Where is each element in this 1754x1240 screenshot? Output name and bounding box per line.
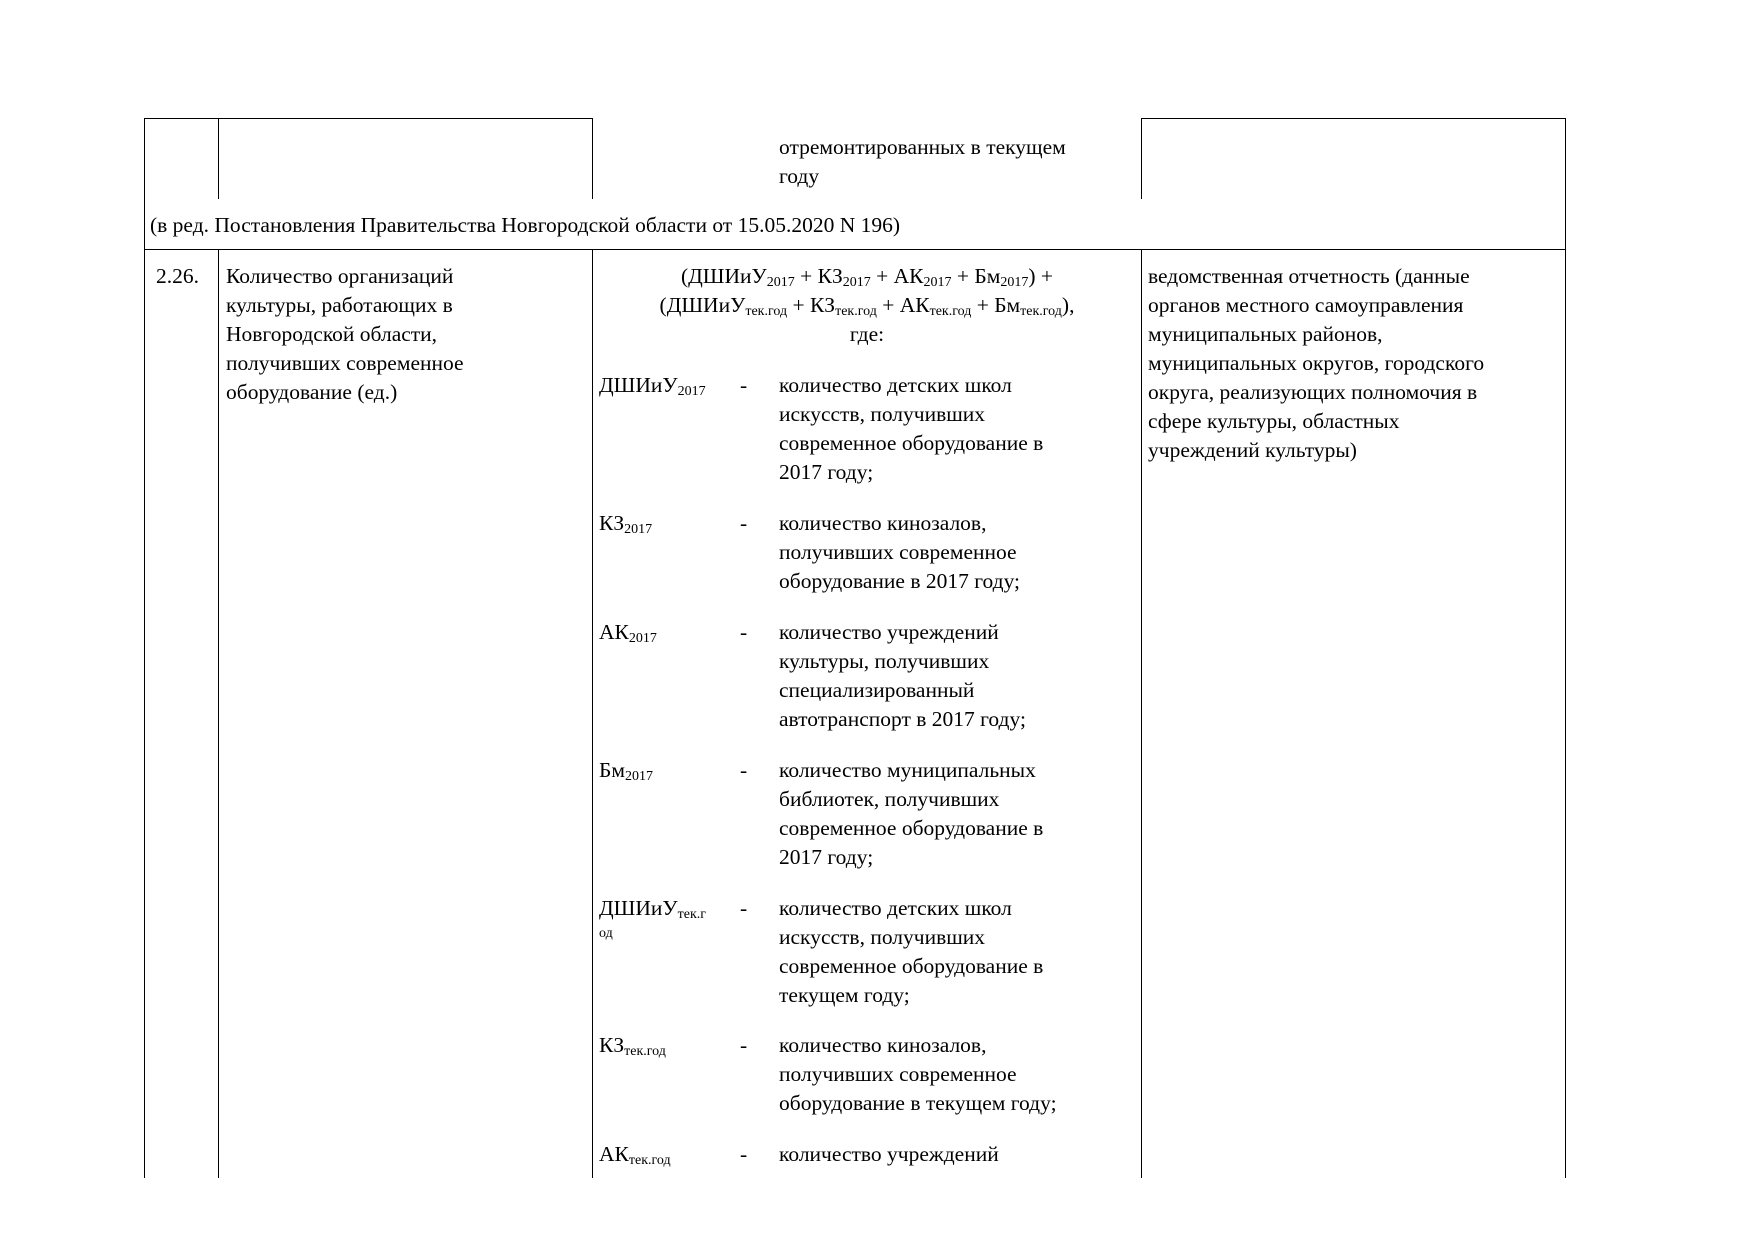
formula-line-2 — [596, 291, 1138, 320]
formula-term: (ДШИиУ — [680, 264, 767, 288]
text-line: 2017 году; — [779, 845, 874, 869]
variable-description — [779, 1140, 999, 1169]
text-line: текущем году; — [779, 983, 910, 1007]
text-line: оборудование в текущем году; — [779, 1091, 1057, 1115]
subscript: тек.год — [1020, 304, 1062, 319]
dash: - — [740, 758, 748, 782]
text-line: автотранспорт в 2017 году; — [779, 707, 1026, 731]
variable-name — [599, 371, 706, 400]
formula-term: ) + — [1028, 264, 1054, 288]
subscript: тек.год — [745, 304, 788, 319]
formula — [596, 262, 1138, 349]
text-line: культуры, работающих в — [226, 293, 453, 317]
subscript: 2017 — [923, 275, 952, 290]
text-line: учреждений культуры) — [1148, 438, 1357, 462]
text-line: году — [779, 164, 820, 188]
data-source — [1148, 262, 1484, 465]
subscript: 2017 — [1000, 275, 1029, 290]
subscript: 2017 — [628, 631, 657, 646]
formula-line-1 — [596, 262, 1138, 291]
variable-description — [779, 618, 1026, 734]
formula-where: где: — [849, 322, 885, 346]
text-line: 2017 году; — [779, 460, 874, 484]
dash: - — [740, 1142, 748, 1166]
text-line: культуры, получивших — [779, 649, 990, 673]
subscript: тек.год — [929, 304, 972, 319]
text-line: искусств, получивших — [779, 402, 986, 426]
variable-description — [779, 894, 1043, 1010]
text-line: количество детских школ — [779, 896, 1012, 920]
formula-term: + АК — [876, 293, 930, 317]
formula-term: + Бм — [971, 293, 1021, 317]
text-line: количество муниципальных — [779, 758, 1036, 782]
text-line: современное оборудование в — [779, 954, 1044, 978]
variable-description — [779, 1031, 1057, 1118]
variable-description — [779, 756, 1043, 872]
text-line: количество кинозалов, — [779, 511, 987, 535]
text-line: искусств, получивших — [779, 925, 986, 949]
var-symbol: ДШИиУ — [599, 896, 678, 920]
dash: - — [740, 896, 748, 920]
formula-term: (ДШИиУ — [659, 293, 746, 317]
var-symbol: ДШИиУ — [599, 373, 678, 397]
variable-name — [599, 509, 652, 538]
variable-name — [599, 1031, 666, 1060]
var-symbol: Бм — [599, 758, 625, 782]
subscript: тек.г — [677, 907, 706, 922]
var-symbol: КЗ — [599, 1033, 625, 1057]
text-line: Новгородской области, — [226, 322, 438, 346]
variable-description — [779, 371, 1043, 487]
formula-term: + КЗ — [794, 264, 843, 288]
dash: - — [740, 620, 748, 644]
text-line: оборудование (ед.) — [226, 380, 398, 404]
text-line: количество кинозалов, — [779, 1033, 987, 1057]
text-line: отремонтированных в текущем — [779, 135, 1066, 159]
subscript: 2017 — [766, 275, 795, 290]
subscript: 2017 — [677, 384, 706, 399]
subscript: тек.год — [624, 1044, 666, 1059]
subscript: тек.год — [628, 1153, 671, 1168]
dash: - — [740, 373, 748, 397]
var-symbol: АК — [599, 620, 629, 644]
row-number: 2.26. — [156, 264, 199, 288]
dash: - — [740, 511, 748, 535]
text-line: получивших современное — [779, 540, 1017, 564]
text-line: получивших современное — [226, 351, 464, 375]
text-line: оборудование в 2017 году; — [779, 569, 1021, 593]
text-line: количество учреждений — [779, 1142, 999, 1166]
text-line: количество детских школ — [779, 373, 1012, 397]
text-line: современное оборудование в — [779, 816, 1044, 840]
formula-term: + КЗ — [787, 293, 836, 317]
subscript: 2017 — [624, 769, 653, 784]
formula-term: ), — [1061, 293, 1075, 317]
dash: - — [740, 1033, 748, 1057]
text-line: специализированный — [779, 678, 975, 702]
variable-description — [779, 509, 1020, 596]
subscript: 2017 — [842, 275, 871, 290]
variable-name — [599, 618, 657, 647]
prev-row-text — [779, 133, 1066, 191]
var-symbol: КЗ — [599, 511, 625, 535]
amendment-note: (в ред. Постановления Правительства Новгородской области от 15.05.2020 N 196) — [150, 213, 901, 237]
text-line: ведомственная отчетность (данные — [1148, 264, 1470, 288]
formula-term: + Бм — [951, 264, 1001, 288]
text-line: библиотек, получивших — [779, 787, 1000, 811]
variable-name — [599, 1140, 671, 1169]
variable-name — [599, 756, 653, 785]
formula-term: + АК — [870, 264, 924, 288]
text-line: количество учреждений — [779, 620, 999, 644]
subscript: тек.год — [835, 304, 877, 319]
variable-name — [599, 894, 706, 945]
var-symbol: АК — [599, 1142, 629, 1166]
text-line: сфере культуры, областных — [1148, 409, 1400, 433]
text-line: округа, реализующих полномочия в — [1148, 380, 1478, 404]
text-line: муниципальных округов, городского — [1148, 351, 1485, 375]
subscript: 2017 — [624, 522, 653, 537]
text-line: Количество организаций — [226, 264, 454, 288]
subscript-wrap: од — [599, 926, 613, 941]
text-line: муниципальных районов, — [1148, 322, 1383, 346]
text-line: органов местного самоуправления — [1148, 293, 1464, 317]
indicator-name — [226, 262, 464, 407]
text-line: современное оборудование в — [779, 431, 1044, 455]
text-line: получивших современное — [779, 1062, 1017, 1086]
